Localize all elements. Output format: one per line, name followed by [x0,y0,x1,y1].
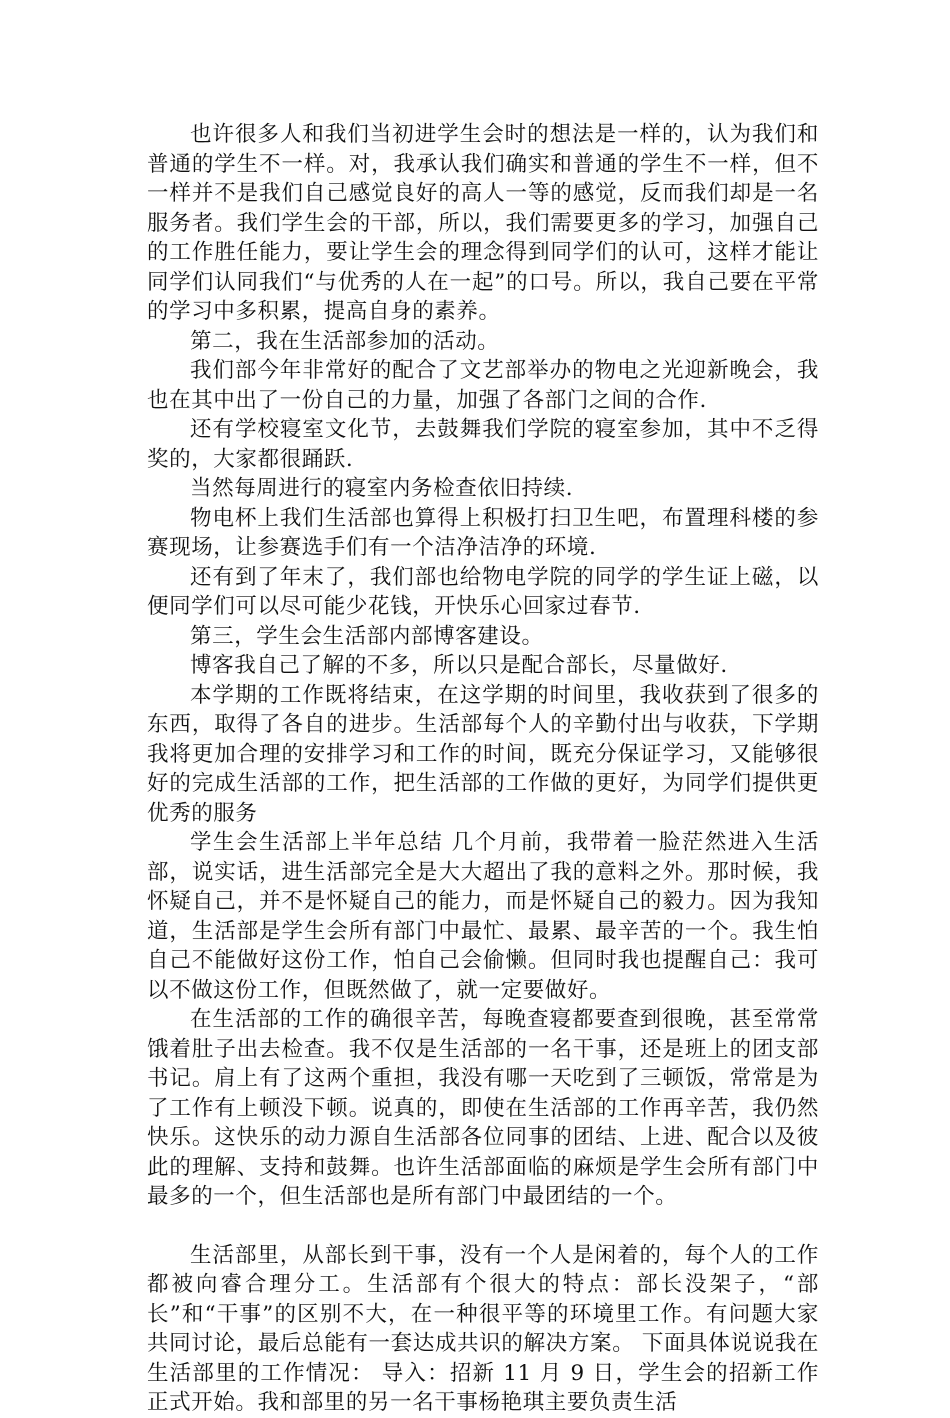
paragraph: 还有学校寝室文化节，去鼓舞我们学院的寝室参加，其中不乏得奖的，大家都很踊跃. [147,417,819,472]
paragraph: 第二，我在生活部参加的活动。 [190,328,500,354]
paragraph: 也许很多人和我们当初进学生会时的想法是一样的，认为我们和普通的学生不一样。对，我承认我们确实和普通的学生不一样，但不一样并不是我们自己感觉良好的高人一等的感觉，反而我们却是一名服务者。我们学生会的干部，所以，我们需要更多的学习，加强自己的工作胜任能力，要让学生会的理念得到同学们的认可，这样才能让同学们认同我们“与优秀的人在一起”的口号。所以，我自己要在平常的学习中多积累，提高自身的素养。 [147,122,819,324]
paragraph: 我们部今年非常好的配合了文艺部举办的物电之光迎新晚会，我也在其中出了一份自己的力量，加强了各部门之间的合作. [147,358,819,413]
paragraph: 博客我自己了解的不多，所以只是配合部长，尽量做好. [190,653,728,678]
paragraph: 生活部里，从部长到干事，没有一个人是闲着的，每个人的工作都被向睿合理分工。生活部有个很大的特点：部长没架子，“部长”和“干事”的区别不大，在一种很平等的环境里工作。有问题大家共同讨论，最后总能有一套达成共识的解决方案。 下面具体说说我在生活部里的工作情况： 导入：招新 11 月 9 日，学生会的招新工作正式开始。我和部里的另一名干事杨艳琪主要负责生活 [147,1242,819,1415]
paragraph: 学生会生活部上半年总结 几个月前，我带着一脸茫然进入生活部，说实话，进生活部完全是大大超出了我的意料之外。那时候，我怀疑自己，并不是怀疑自己的能力，而是怀疑自己的毅力。因为我知道，生活部是学生会所有部门中最忙、最累、最辛苦的一个。我生怕自己不能做好这份工作，怕自己会偷懒。但同时我也提醒自己：我可以不做这份工作，但既然做了，就一定要做好。 [147,830,819,1003]
paragraph: 还有到了年末了，我们部也给物电学院的同学的学生证上磁，以便同学们可以尽可能少花钱，开快乐心回家过春节. [147,564,819,619]
document-body [147,120,819,1418]
paragraph: 第三，学生会生活部内部博客建设。 [190,623,544,649]
paragraph: 物电杯上我们生活部也算得上积极打扫卫生吧，布置理科楼的参赛现场，让参赛选手们有一个洁净洁净的环境. [147,505,819,560]
paragraph: 本学期的工作既将结束，在这学期的时间里，我收获到了很多的东西，取得了各自的进步。生活部每个人的辛勤付出与收获，下学期我将更加合理的安排学习和工作的时间，既充分保证学习，又能够很好的完成生活部的工作，把生活部的工作做的更好，为同学们提供更优秀的服务 [147,682,819,826]
paragraph: 当然每周进行的寝室内务检查依旧持续. [190,476,574,501]
paragraph: 在生活部的工作的确很辛苦，每晚查寝都要查到很晚，甚至常常饿着肚子出去检查。我不仅是生活部的一名干事，还是班上的团支部书记。肩上有了这两个重担，我没有哪一天吃到了三顿饭，常常是为了工作有上顿没下顿。说真的，即使在生活部的工作再辛苦，我仍然快乐。这快乐的动力源自生活部各位同事的团结、上进、配合以及彼此的理解、支持和鼓舞。也许生活部面临的麻烦是学生会所有部门中最多的一个，但生活部也是所有部门中最团结的一个。 [147,1007,819,1209]
